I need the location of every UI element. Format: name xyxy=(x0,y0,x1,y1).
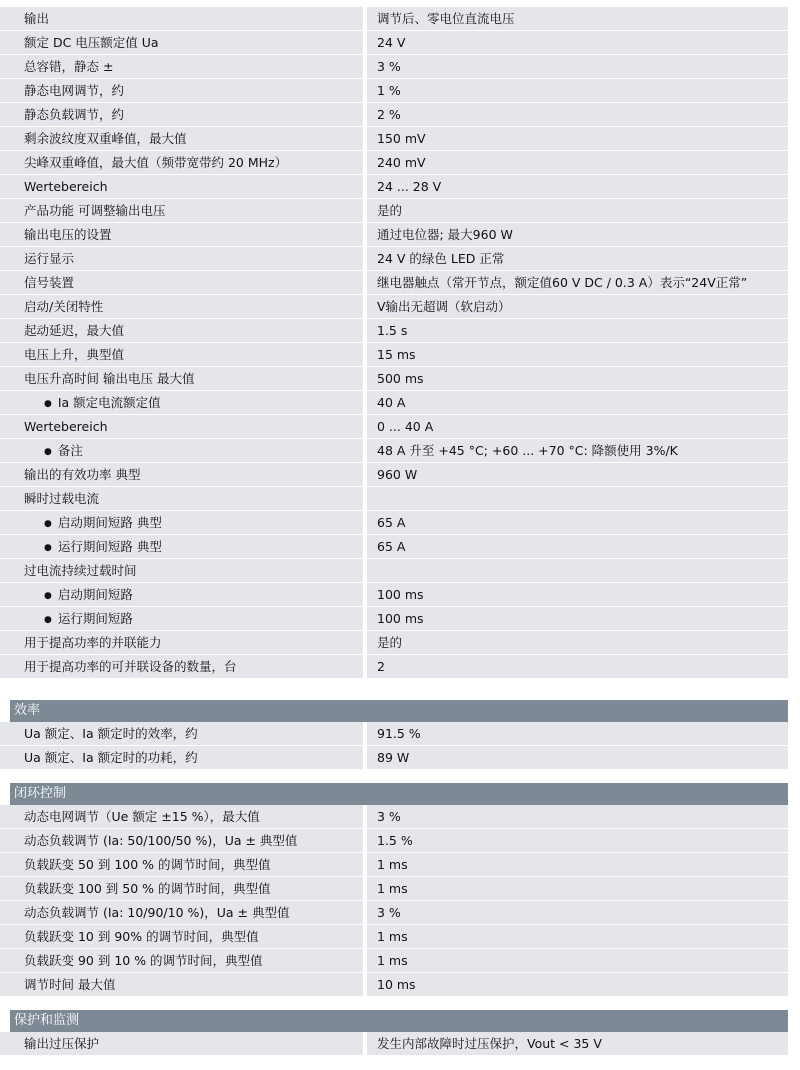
row-value: 100 ms xyxy=(367,607,788,631)
table-row xyxy=(0,103,800,127)
table-row xyxy=(0,151,800,175)
row-label: 启动/关闭特性 xyxy=(0,295,363,319)
row-label: 瞬时过载电流 xyxy=(0,487,363,511)
table-row xyxy=(0,367,800,391)
row-value: 1 ms xyxy=(367,877,788,901)
row-value: 150 mV xyxy=(367,127,788,151)
row-value: 65 A xyxy=(367,511,788,535)
row-label: Ua 额定、Ia 额定时的效率，约 xyxy=(0,722,363,746)
table-row xyxy=(0,853,800,877)
table-row xyxy=(0,55,800,79)
table-row xyxy=(0,631,800,655)
output-table xyxy=(0,7,800,679)
table-row xyxy=(0,925,800,949)
row-value: 240 mV xyxy=(367,151,788,175)
row-value: 1.5 % xyxy=(367,829,788,853)
row-value: 65 A xyxy=(367,535,788,559)
row-value: 3 % xyxy=(367,901,788,925)
row-value: 1 ms xyxy=(367,925,788,949)
table-row xyxy=(0,877,800,901)
row-label: 输出的有效功率 典型 xyxy=(0,463,363,487)
table-row xyxy=(0,511,800,535)
row-label: 输出过压保护 xyxy=(0,1032,363,1056)
table-row xyxy=(0,487,800,511)
table-row xyxy=(0,901,800,925)
row-label: 电压上升，典型值 xyxy=(0,343,363,367)
output-section xyxy=(0,7,800,679)
table-row xyxy=(0,319,800,343)
row-value xyxy=(367,487,788,511)
row-value: 2 % xyxy=(367,103,788,127)
row-value: 1 ms xyxy=(367,949,788,973)
row-label: 调节时间 最大值 xyxy=(0,973,363,997)
row-label: ● 启动期间短路 典型 xyxy=(0,511,363,535)
protection-section xyxy=(0,1032,800,1056)
table-row xyxy=(0,607,800,631)
row-value: 91.5 % xyxy=(367,722,788,746)
row-value: 是的 xyxy=(367,631,788,655)
closed-loop-section xyxy=(0,805,800,997)
table-row xyxy=(0,559,800,583)
row-value: 3 % xyxy=(367,805,788,829)
row-value: 3 % xyxy=(367,55,788,79)
row-label: 负载跃变 90 到 10 % 的调节时间，典型值 xyxy=(0,949,363,973)
efficiency-section xyxy=(0,722,800,770)
row-label: ● 运行期间短路 典型 xyxy=(0,535,363,559)
table-row xyxy=(0,79,800,103)
table-row xyxy=(0,746,800,770)
row-value: 960 W xyxy=(367,463,788,487)
table-row xyxy=(0,535,800,559)
row-value: 是的 xyxy=(367,199,788,223)
row-label: 额定 DC 电压额定值 Ua xyxy=(0,31,363,55)
table-row xyxy=(0,583,800,607)
row-label: 总容错，静态 ± xyxy=(0,55,363,79)
table-row xyxy=(0,31,800,55)
table-row xyxy=(0,722,800,746)
table-row xyxy=(0,199,800,223)
row-value: 24 ... 28 V xyxy=(367,175,788,199)
row-value xyxy=(367,559,788,583)
table-row xyxy=(0,805,800,829)
row-value: 10 ms xyxy=(367,973,788,997)
row-label: ● 启动期间短路 xyxy=(0,583,363,607)
row-value: 24 V xyxy=(367,31,788,55)
row-label: Wertebereich xyxy=(0,175,363,199)
closed-loop-header: 闭环控制 xyxy=(10,783,788,805)
protection-header: 保护和监测 xyxy=(10,1010,788,1032)
table-row xyxy=(0,295,800,319)
table-row xyxy=(0,439,800,463)
row-value: 1 ms xyxy=(367,853,788,877)
row-label: 动态负载调节 (Ia: 50/100/50 %)，Ua ± 典型值 xyxy=(0,829,363,853)
row-label: 信号装置 xyxy=(0,271,363,295)
row-label: 输出电压的设置 xyxy=(0,223,363,247)
row-label: 负载跃变 50 到 100 % 的调节时间，典型值 xyxy=(0,853,363,877)
table-row xyxy=(0,343,800,367)
table-row xyxy=(0,271,800,295)
row-label: ● 运行期间短路 xyxy=(0,607,363,631)
row-label: 过电流持续过载时间 xyxy=(0,559,363,583)
row-label: Ua 额定、Ia 额定时的功耗，约 xyxy=(0,746,363,770)
table-row xyxy=(0,175,800,199)
row-value: 500 ms xyxy=(367,367,788,391)
table-row xyxy=(0,415,800,439)
table-row xyxy=(0,7,800,31)
row-value: 调节后、零电位直流电压 xyxy=(367,7,788,31)
row-value: V输出无超调（软启动） xyxy=(367,295,788,319)
row-value: 15 ms xyxy=(367,343,788,367)
row-value: 89 W xyxy=(367,746,788,770)
row-label: 运行显示 xyxy=(0,247,363,271)
row-label: 动态电网调节（Ue 额定 ±15 %），最大值 xyxy=(0,805,363,829)
table-row xyxy=(0,829,800,853)
table-row xyxy=(0,391,800,415)
row-value: 100 ms xyxy=(367,583,788,607)
row-label: 用于提高功率的并联能力 xyxy=(0,631,363,655)
row-label: 用于提高功率的可并联设备的数量，台 xyxy=(0,655,363,679)
table-row xyxy=(0,223,800,247)
row-label: 起动延迟，最大值 xyxy=(0,319,363,343)
row-value: 1 % xyxy=(367,79,788,103)
row-value: 0 ... 40 A xyxy=(367,415,788,439)
table-row xyxy=(0,127,800,151)
table-row xyxy=(0,949,800,973)
closed-loop-table xyxy=(0,805,800,997)
row-value: 1.5 s xyxy=(367,319,788,343)
row-label: 负载跃变 10 到 90% 的调节时间，典型值 xyxy=(0,925,363,949)
row-label: 产品功能 可调整输出电压 xyxy=(0,199,363,223)
row-value: 24 V 的绿色 LED 正常 xyxy=(367,247,788,271)
table-row xyxy=(0,973,800,997)
table-row xyxy=(0,247,800,271)
row-value: 发生内部故障时过压保护，Vout < 35 V xyxy=(367,1032,788,1056)
row-value: 通过电位器; 最大960 W xyxy=(367,223,788,247)
row-label: 电压升高时间 输出电压 最大值 xyxy=(0,367,363,391)
table-row xyxy=(0,463,800,487)
table-row xyxy=(0,655,800,679)
row-value: 48 A 升至 +45 °C; +60 ... +70 °C: 降额使用 3%/K xyxy=(367,439,788,463)
row-value: 40 A xyxy=(367,391,788,415)
row-label: 剩余波纹度双重峰值，最大值 xyxy=(0,127,363,151)
table-row xyxy=(0,1032,800,1056)
row-label: ● Ia 额定电流额定值 xyxy=(0,391,363,415)
row-value: 继电器触点（常开节点，额定值60 V DC / 0.3 A）表示“24V正常” xyxy=(367,271,788,295)
protection-table xyxy=(0,1032,800,1056)
row-label: 动态负载调节 (Ia: 10/90/10 %)，Ua ± 典型值 xyxy=(0,901,363,925)
row-label: Wertebereich xyxy=(0,415,363,439)
row-label: 负载跃变 100 到 50 % 的调节时间，典型值 xyxy=(0,877,363,901)
row-label: 静态电网调节，约 xyxy=(0,79,363,103)
row-label: ● 备注 xyxy=(0,439,363,463)
efficiency-header: 效率 xyxy=(10,700,788,722)
efficiency-table xyxy=(0,722,800,770)
row-label: 输出 xyxy=(0,7,363,31)
row-label: 静态负载调节，约 xyxy=(0,103,363,127)
row-value: 2 xyxy=(367,655,788,679)
row-label: 尖峰双重峰值，最大值（频带宽带约 20 MHz） xyxy=(0,151,363,175)
